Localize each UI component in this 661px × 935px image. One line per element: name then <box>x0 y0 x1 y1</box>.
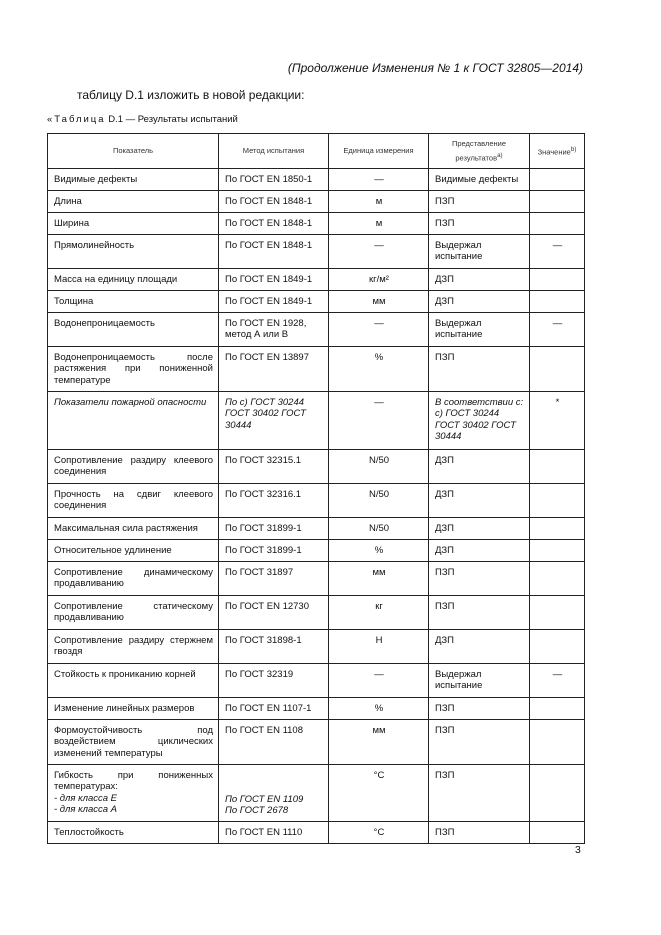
cell-value <box>530 595 585 629</box>
cell-parameter: Видимые дефекты <box>48 168 219 190</box>
table-row <box>48 312 585 346</box>
table-row <box>48 629 585 663</box>
cell-unit: м <box>329 190 429 212</box>
cell-result: ДЗП <box>429 517 530 539</box>
table-header-row <box>48 134 585 169</box>
cell-value: — <box>530 663 585 697</box>
cell-unit: — <box>329 391 429 449</box>
table-row <box>48 190 585 212</box>
cell-method: По ГОСТ EN 1848-1 <box>219 190 329 212</box>
cell-unit: Н <box>329 629 429 663</box>
cell-parameter: Ширина <box>48 212 219 234</box>
cell-unit: N/50 <box>329 483 429 517</box>
col-header-unit: Единица измерения <box>329 134 429 169</box>
cell-value <box>530 212 585 234</box>
cell-parameter <box>48 764 219 821</box>
table-row <box>48 346 585 391</box>
cell-value <box>530 821 585 843</box>
cell-result: ПЗП <box>429 346 530 391</box>
table-row <box>48 539 585 561</box>
cell-method-class-a: По ГОСТ 2678 <box>225 805 289 816</box>
table-row <box>48 517 585 539</box>
table-row <box>48 290 585 312</box>
cell-result: Выдержал испытание <box>429 234 530 268</box>
table-row <box>48 719 585 764</box>
cell-parameter: Водонепроницаемость после растяжения при пониженной температуре <box>48 346 219 391</box>
cell-parameter: Сопротивление статическому продавливанию <box>48 595 219 629</box>
table-row <box>48 268 585 290</box>
cell-result: ДЗП <box>429 449 530 483</box>
cell-unit: мм <box>329 561 429 595</box>
cell-unit: — <box>329 663 429 697</box>
cell-value <box>530 561 585 595</box>
cell-result: ПЗП <box>429 212 530 234</box>
results-table <box>47 133 585 844</box>
cell-result: ДЗП <box>429 290 530 312</box>
table-row <box>48 595 585 629</box>
cell-value <box>530 719 585 764</box>
cell-method: По ГОСТ 32316.1 <box>219 483 329 517</box>
cell-unit: кг <box>329 595 429 629</box>
cell-value: — <box>530 234 585 268</box>
page-number: 3 <box>575 844 581 856</box>
document-continuation-header: (Продолжение Изменения № 1 к ГОСТ 32805—2014) <box>287 61 583 75</box>
cell-unit: мм <box>329 719 429 764</box>
cell-unit: N/50 <box>329 517 429 539</box>
cell-result: В соответствии с: c) ГОСТ 30244 ГОСТ 30402 ГОСТ 30444 <box>429 391 530 449</box>
intro-text: таблицу D.1 изложить в новой редакции: <box>77 88 305 102</box>
cell-method: По c) ГОСТ 30244 ГОСТ 30402 ГОСТ 30444 <box>219 391 329 449</box>
table-row <box>48 483 585 517</box>
cell-parameter: Теплостойкость <box>48 821 219 843</box>
cell-parameter: Сопротивление раздиру стержнем гвоздя <box>48 629 219 663</box>
cell-method: По ГОСТ EN 1850-1 <box>219 168 329 190</box>
cell-unit: % <box>329 346 429 391</box>
cell-parameter: Показатели пожарной опасности <box>48 391 219 449</box>
cell-parameter: Максимальная сила растяжения <box>48 517 219 539</box>
cell-method: По ГОСТ 31897 <box>219 561 329 595</box>
cell-parameter: Сопротивление динамическому продавливанию <box>48 561 219 595</box>
cell-method-class-e: По ГОСТ EN 1109 <box>225 793 304 805</box>
cell-result: Выдержал испытание <box>429 663 530 697</box>
cell-method: По ГОСТ EN 1849-1 <box>219 268 329 290</box>
cell-parameter: Масса на единицу площади <box>48 268 219 290</box>
cell-result: ПЗП <box>429 190 530 212</box>
cell-method: По ГОСТ EN 1849-1 <box>219 290 329 312</box>
table-row <box>48 234 585 268</box>
cell-parameter: Сопротивление раздиру клеевого соединения <box>48 449 219 483</box>
cell-unit: кг/м² <box>329 268 429 290</box>
table-row <box>48 168 585 190</box>
cell-unit: °С <box>329 821 429 843</box>
cell-unit: — <box>329 312 429 346</box>
cell-result: ПЗП <box>429 697 530 719</box>
table-caption-prefix: «Таблица <box>47 114 106 125</box>
col-header-value: Значение$^{b)}$ <box>530 134 585 169</box>
cell-method: По ГОСТ EN 13897 <box>219 346 329 391</box>
cell-parameter-class-e: - для класса Е <box>54 792 118 804</box>
table-row <box>48 663 585 697</box>
cell-parameter: Относительное удлинение <box>48 539 219 561</box>
table-row <box>48 561 585 595</box>
cell-value <box>530 449 585 483</box>
table-row <box>48 821 585 843</box>
cell-parameter: Прямолинейность <box>48 234 219 268</box>
cell-parameter-class-a: - для класса А <box>54 804 118 815</box>
cell-value <box>530 268 585 290</box>
cell-method: По ГОСТ EN 1848-1 <box>219 212 329 234</box>
cell-result: ПЗП <box>429 764 530 821</box>
cell-value <box>530 190 585 212</box>
table-row <box>48 212 585 234</box>
cell-method: По ГОСТ 31898-1 <box>219 629 329 663</box>
cell-result: ПЗП <box>429 719 530 764</box>
cell-value <box>530 290 585 312</box>
cell-unit: — <box>329 168 429 190</box>
cell-unit: °С <box>329 764 429 821</box>
cell-method: По ГОСТ 32315.1 <box>219 449 329 483</box>
table-row <box>48 764 585 821</box>
cell-value <box>530 346 585 391</box>
cell-unit: м <box>329 212 429 234</box>
cell-value <box>530 629 585 663</box>
col-header-results: Представление результатов$^{a)}$ <box>429 134 530 169</box>
cell-unit: % <box>329 539 429 561</box>
cell-method: По ГОСТ EN 1928, метод А или В <box>219 312 329 346</box>
cell-parameter-main: Гибкость при пониженных температурах: <box>54 769 213 792</box>
cell-value: — <box>530 312 585 346</box>
cell-parameter: Прочность на сдвиг клеевого соединения <box>48 483 219 517</box>
cell-value <box>530 697 585 719</box>
cell-method <box>219 764 329 821</box>
table-caption <box>47 114 238 125</box>
table-row <box>48 449 585 483</box>
table-caption-title: — Результаты испытаний <box>125 114 238 125</box>
cell-result: ДЗП <box>429 483 530 517</box>
cell-value <box>530 539 585 561</box>
cell-value: * <box>530 391 585 449</box>
cell-method: По ГОСТ EN 12730 <box>219 595 329 629</box>
cell-method: По ГОСТ EN 1110 <box>219 821 329 843</box>
cell-result: Видимые дефекты <box>429 168 530 190</box>
col-header-method: Метод испытания <box>219 134 329 169</box>
cell-parameter: Водонепроницаемость <box>48 312 219 346</box>
cell-unit: % <box>329 697 429 719</box>
cell-method: По ГОСТ EN 1848-1 <box>219 234 329 268</box>
cell-result: ДЗП <box>429 268 530 290</box>
cell-result: ПЗП <box>429 821 530 843</box>
cell-unit: N/50 <box>329 449 429 483</box>
cell-parameter: Длина <box>48 190 219 212</box>
cell-result: ПЗП <box>429 595 530 629</box>
cell-result: Выдержал испытание <box>429 312 530 346</box>
col-header-parameter: Показатель <box>48 134 219 169</box>
cell-value <box>530 517 585 539</box>
cell-parameter: Стойкость к прониканию корней <box>48 663 219 697</box>
footnote-mark-a: a) <box>497 151 503 159</box>
table-row <box>48 391 585 449</box>
cell-method: По ГОСТ 32319 <box>219 663 329 697</box>
cell-result: ДЗП <box>429 629 530 663</box>
cell-method: По ГОСТ EN 1108 <box>219 719 329 764</box>
cell-value <box>530 483 585 517</box>
cell-value <box>530 764 585 821</box>
cell-parameter: Толщина <box>48 290 219 312</box>
cell-value <box>530 168 585 190</box>
table-row <box>48 697 585 719</box>
cell-method: По ГОСТ 31899-1 <box>219 539 329 561</box>
footnote-mark-b: b) <box>570 145 577 153</box>
cell-parameter: Формоустойчивость под воздействием циклических изменений температуры <box>48 719 219 764</box>
cell-result: ПЗП <box>429 561 530 595</box>
cell-unit: — <box>329 234 429 268</box>
cell-method: По ГОСТ 31899-1 <box>219 517 329 539</box>
cell-unit: мм <box>329 290 429 312</box>
cell-result: ДЗП <box>429 539 530 561</box>
table-caption-number: D.1 <box>108 114 123 125</box>
cell-method: По ГОСТ EN 1107-1 <box>219 697 329 719</box>
cell-parameter: Изменение линейных размеров <box>48 697 219 719</box>
